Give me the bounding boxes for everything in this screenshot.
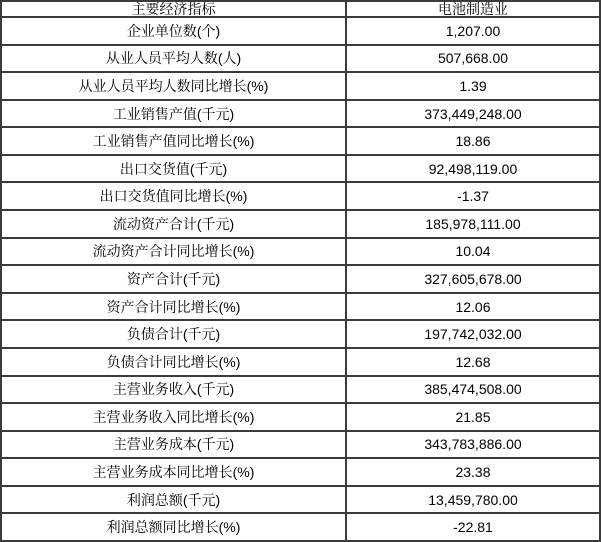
indicator-value: 1,207.00 bbox=[346, 17, 600, 45]
indicator-value: 373,449,248.00 bbox=[346, 100, 600, 128]
table-row bbox=[1, 431, 600, 459]
indicator-label: 资产合计(千元) bbox=[1, 265, 346, 293]
indicator-label: 从业人员平均人数(人) bbox=[1, 45, 346, 73]
table-row bbox=[1, 45, 600, 73]
indicator-label: 利润总额同比增长(%) bbox=[1, 513, 346, 541]
indicator-value: 10.04 bbox=[346, 238, 600, 266]
table-row bbox=[1, 376, 600, 404]
indicator-value: 185,978,111.00 bbox=[346, 210, 600, 238]
table-row bbox=[1, 320, 600, 348]
table-row bbox=[1, 403, 600, 431]
indicator-label: 出口交货值(千元) bbox=[1, 155, 346, 183]
indicator-value: 18.86 bbox=[346, 127, 600, 155]
table-row bbox=[1, 513, 600, 541]
indicator-value: 507,668.00 bbox=[346, 45, 600, 73]
indicator-label: 流动资产合计同比增长(%) bbox=[1, 238, 346, 266]
indicator-value: 23.38 bbox=[346, 458, 600, 486]
indicator-value: 21.85 bbox=[346, 403, 600, 431]
indicator-label: 主营业务收入同比增长(%) bbox=[1, 403, 346, 431]
indicator-value: 92,498,119.00 bbox=[346, 155, 600, 183]
indicator-label: 主营业务成本同比增长(%) bbox=[1, 458, 346, 486]
indicator-value: 385,474,508.00 bbox=[346, 376, 600, 404]
table-row bbox=[1, 486, 600, 514]
indicator-label: 主营业务成本(千元) bbox=[1, 431, 346, 459]
indicator-value: 197,742,032.00 bbox=[346, 320, 600, 348]
table-row bbox=[1, 265, 600, 293]
indicator-value: -1.37 bbox=[346, 182, 600, 210]
table-row bbox=[1, 238, 600, 266]
indicator-value: -22.81 bbox=[346, 513, 600, 541]
table-row bbox=[1, 17, 600, 45]
table-row bbox=[1, 293, 600, 321]
table-row bbox=[1, 127, 600, 155]
industry-column-header: 电池制造业 bbox=[346, 1, 600, 17]
indicator-label: 从业人员平均人数同比增长(%) bbox=[1, 72, 346, 100]
indicator-label: 工业销售产值(千元) bbox=[1, 100, 346, 128]
indicator-label: 企业单位数(个) bbox=[1, 17, 346, 45]
indicator-label: 流动资产合计(千元) bbox=[1, 210, 346, 238]
indicator-label: 出口交货值同比增长(%) bbox=[1, 182, 346, 210]
table-header-row bbox=[1, 1, 600, 17]
table-row bbox=[1, 210, 600, 238]
table-row bbox=[1, 458, 600, 486]
indicator-value: 343,783,886.00 bbox=[346, 431, 600, 459]
indicator-column-header: 主要经济指标 bbox=[1, 1, 346, 17]
indicator-value: 1.39 bbox=[346, 72, 600, 100]
table-row bbox=[1, 348, 600, 376]
indicator-label: 负债合计同比增长(%) bbox=[1, 348, 346, 376]
indicator-value: 12.06 bbox=[346, 293, 600, 321]
table-row bbox=[1, 72, 600, 100]
indicator-value: 13,459,780.00 bbox=[346, 486, 600, 514]
indicator-label: 利润总额(千元) bbox=[1, 486, 346, 514]
table-row bbox=[1, 100, 600, 128]
table-row bbox=[1, 155, 600, 183]
indicator-value: 12.68 bbox=[346, 348, 600, 376]
table-row bbox=[1, 182, 600, 210]
indicator-label: 负债合计(千元) bbox=[1, 320, 346, 348]
indicator-label: 主营业务收入(千元) bbox=[1, 376, 346, 404]
indicator-label: 工业销售产值同比增长(%) bbox=[1, 127, 346, 155]
indicator-label: 资产合计同比增长(%) bbox=[1, 293, 346, 321]
indicator-value: 327,605,678.00 bbox=[346, 265, 600, 293]
